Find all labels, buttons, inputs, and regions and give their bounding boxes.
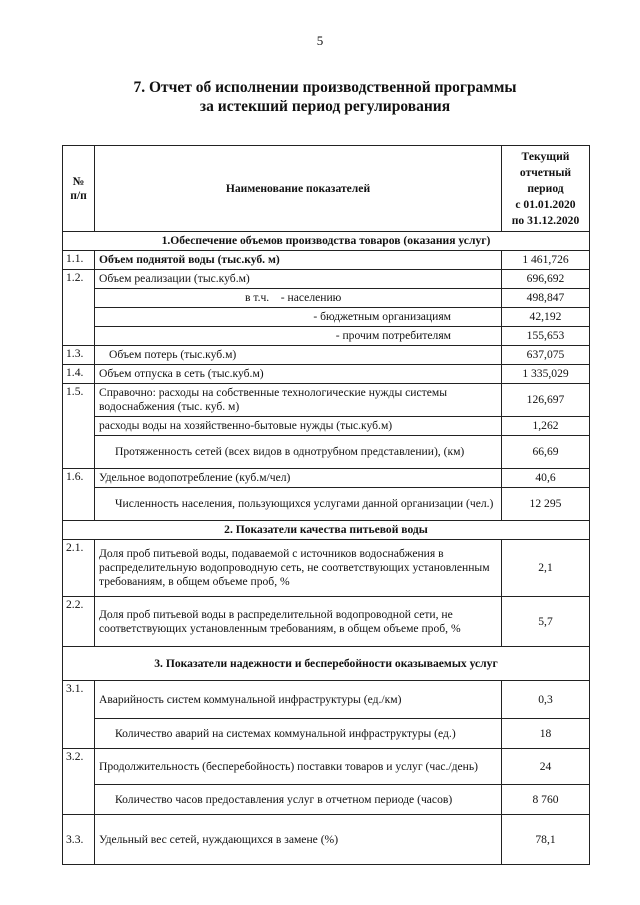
row-name: в т.ч. - населению bbox=[95, 289, 502, 308]
row-value: 5,7 bbox=[502, 597, 590, 647]
table-row bbox=[63, 719, 590, 749]
table-row bbox=[63, 488, 590, 521]
table-row bbox=[63, 469, 590, 488]
table-row bbox=[63, 251, 590, 270]
row-value: 40,6 bbox=[502, 469, 590, 488]
table-row bbox=[63, 436, 590, 469]
row-num: 1.2. bbox=[63, 270, 95, 346]
table-row bbox=[63, 597, 590, 647]
row-name: Справочно: расходы на собственные технологические нужды системы водоснабжения (тыс. куб. м) bbox=[95, 384, 502, 417]
row-value: 12 295 bbox=[502, 488, 590, 521]
row-name: Объем реализации (тыс.куб.м) bbox=[95, 270, 502, 289]
row-value: 498,847 bbox=[502, 289, 590, 308]
header-num: № п/п bbox=[63, 146, 95, 232]
row-value: 78,1 bbox=[502, 815, 590, 865]
table-row bbox=[63, 327, 590, 346]
table-row bbox=[63, 384, 590, 417]
header-period bbox=[502, 146, 590, 232]
title-line-1: 7. Отчет об исполнении производственной программы bbox=[133, 79, 517, 96]
row-value: 155,653 bbox=[502, 327, 590, 346]
table-row bbox=[63, 289, 590, 308]
row-value: 637,075 bbox=[502, 346, 590, 365]
header-period-line: отчетный bbox=[519, 165, 572, 179]
table-row bbox=[63, 785, 590, 815]
row-name: - бюджетным организациям bbox=[95, 308, 502, 327]
page-number: 5 bbox=[316, 33, 324, 48]
row-value: 66,69 bbox=[502, 436, 590, 469]
report-table bbox=[62, 145, 590, 865]
table-header bbox=[63, 146, 590, 232]
row-name: расходы воды на хозяйственно-бытовые нужды (тыс.куб.м) bbox=[95, 417, 502, 436]
section-2-title: 2. Показатели качества питьевой воды bbox=[63, 521, 590, 540]
table-row bbox=[63, 308, 590, 327]
row-num: 1.4. bbox=[63, 365, 95, 384]
header-period-line: период bbox=[527, 181, 564, 195]
row-value: 42,192 bbox=[502, 308, 590, 327]
row-name: Объем потерь (тыс.куб.м) bbox=[95, 346, 502, 365]
row-name: Объем поднятой воды (тыс.куб. м) bbox=[95, 251, 502, 270]
row-name: Аварийность систем коммунальной инфраструктуры (ед./км) bbox=[95, 681, 502, 719]
row-name: Протяженность сетей (всех видов в однотрубном представлении), (км) bbox=[95, 436, 502, 469]
row-value: 696,692 bbox=[502, 270, 590, 289]
table-row bbox=[63, 346, 590, 365]
row-name: Удельное водопотребление (куб.м/чел) bbox=[95, 469, 502, 488]
row-num: 1.5. bbox=[63, 384, 95, 469]
section-1-title: 1.Обеспечение объемов производства товаров (оказания услуг) bbox=[63, 232, 590, 251]
row-value: 2,1 bbox=[502, 540, 590, 597]
row-value: 0,3 bbox=[502, 681, 590, 719]
row-num: 3.3. bbox=[63, 815, 95, 865]
row-num: 1.6. bbox=[63, 469, 95, 521]
row-name: - прочим потребителям bbox=[95, 327, 502, 346]
row-value: 1 461,726 bbox=[502, 251, 590, 270]
table-row bbox=[63, 681, 590, 719]
row-num: 1.3. bbox=[63, 346, 95, 365]
row-name: Доля проб питьевой воды в распределительной водопроводной сети, не соответствующих установленным требованиям, в общем объеме проб, % bbox=[95, 597, 502, 647]
row-value: 24 bbox=[502, 749, 590, 785]
header-period-line: по 31.12.2020 bbox=[511, 213, 580, 227]
row-num: 3.2. bbox=[63, 749, 95, 815]
row-num: 2.1. bbox=[63, 540, 95, 597]
row-name: Продолжительность (бесперебойность) поставки товаров и услуг (час./день) bbox=[95, 749, 502, 785]
row-name: Количество часов предоставления услуг в отчетном периоде (часов) bbox=[95, 785, 502, 815]
row-value: 126,697 bbox=[502, 384, 590, 417]
section-3-title: 3. Показатели надежности и бесперебойности оказываемых услуг bbox=[63, 647, 590, 681]
row-value: 8 760 bbox=[502, 785, 590, 815]
table-row bbox=[63, 540, 590, 597]
header-period-line: Текущий bbox=[521, 149, 570, 163]
table-row bbox=[63, 815, 590, 865]
row-num: 3.1. bbox=[63, 681, 95, 749]
row-name: Объем отпуска в сеть (тыс.куб.м) bbox=[95, 365, 502, 384]
table-row bbox=[63, 365, 590, 384]
row-name: Удельный вес сетей, нуждающихся в замене (%) bbox=[95, 815, 502, 865]
row-num: 1.1. bbox=[63, 251, 95, 270]
table-row bbox=[63, 749, 590, 785]
row-value: 1,262 bbox=[502, 417, 590, 436]
row-num: 2.2. bbox=[63, 597, 95, 647]
title-line-2: за истекший период регулирования bbox=[199, 98, 451, 115]
row-name: Доля проб питьевой воды, подаваемой с источников водоснабжения в распределительную водопроводную сеть, не соответствующих установленным требованиям, в общем объеме проб, % bbox=[95, 540, 502, 597]
table-row bbox=[63, 417, 590, 436]
header-name: Наименование показателей bbox=[95, 146, 502, 232]
table-row bbox=[63, 270, 590, 289]
row-name: Количество аварий на системах коммунальной инфраструктуры (ед.) bbox=[95, 719, 502, 749]
row-value: 18 bbox=[502, 719, 590, 749]
row-name: Численность населения, пользующихся услугами данной организации (чел.) bbox=[95, 488, 502, 521]
header-period-line: с 01.01.2020 bbox=[515, 197, 576, 211]
report-title bbox=[60, 78, 590, 116]
row-value: 1 335,029 bbox=[502, 365, 590, 384]
